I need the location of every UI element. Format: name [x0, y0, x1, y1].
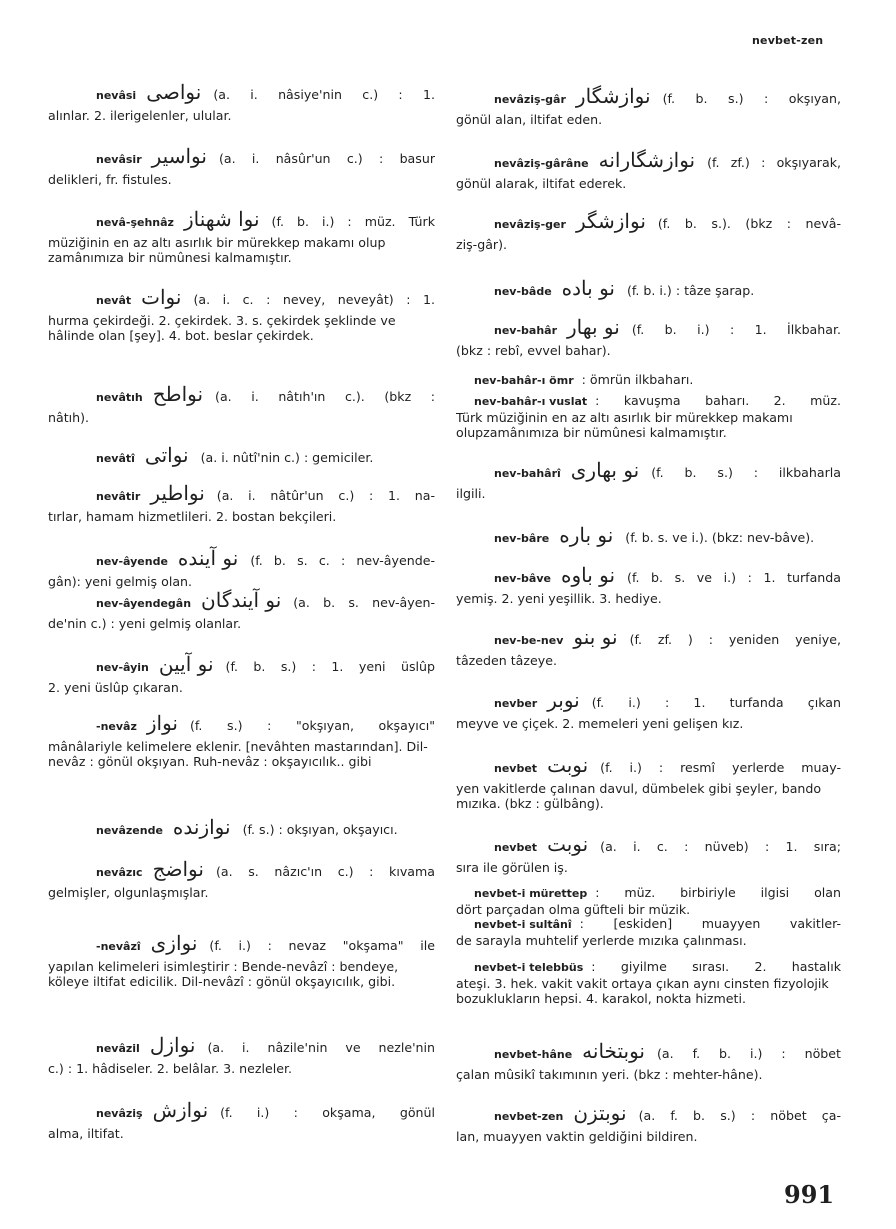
entry-headword: nevâtir: [96, 490, 141, 503]
entry-definition-continuation: ziş-gâr).: [456, 236, 508, 252]
dictionary-entry: [48, 285, 435, 344]
dictionary-entry: [48, 1033, 435, 1076]
entry-definition-continuation: nâtıh).: [48, 409, 90, 425]
entry-definition-continuation: ilgili.: [456, 485, 486, 501]
dictionary-entry: [48, 546, 435, 589]
entry-headword: nev-bâve: [494, 572, 551, 585]
entry-definition-continuation: yen vakitlerde çalınan davul, dümbelek gibi şeyler, bando mızıka. (bkz : gülbâng).: [456, 780, 822, 811]
dictionary-entry: [456, 753, 841, 812]
entry-definition-continuation: alma, iltifat.: [48, 1125, 124, 1141]
entry-definition-continuation: gönül alan, iltifat eden.: [456, 111, 603, 127]
entry-ottoman-script: نو بهارى: [570, 458, 640, 482]
entry-headword: nevâziş: [96, 1107, 143, 1120]
dictionary-entry: [456, 148, 841, 191]
entry-definition-start: (f. s.) : okşıyan, okşayıcı.: [242, 822, 398, 837]
entry-definition-start: (f. b. s. c. : nev-âyende-: [250, 553, 435, 568]
entry-headword: nevber: [494, 697, 538, 710]
entry-ottoman-script: نو باده: [561, 276, 615, 300]
entry-first-line: [48, 652, 435, 676]
entry-headword: nevbet: [494, 762, 538, 775]
entry-first-line: [48, 711, 435, 735]
dictionary-entry: [48, 588, 435, 631]
entry-ottoman-script: نواصى: [146, 80, 202, 104]
entry-definition-start: (f. b. s. ve i.). (bkz: nev-bâve).: [625, 530, 815, 545]
entry-definition-continuation: tırlar, hamam hizmetlileri. 2. bostan bekçileri.: [48, 508, 337, 524]
entry-definition-start: : kavuşma baharı. 2. müz.: [595, 393, 841, 408]
entry-ottoman-script: نوبتزن: [573, 1101, 627, 1125]
entry-definition-continuation: tâzeden tâzeye.: [456, 652, 557, 668]
entry-ottoman-script: نوازشگارانه: [598, 148, 696, 172]
entry-definition-continuation: müziğinin en az altı asırlık bir mürekkep makamı olup zamânımıza bir nümûnesi kalmamıştır.: [48, 234, 386, 265]
entry-headword: nevâsir: [96, 153, 142, 166]
entry-definition-start: (a. b. s. nev-âyen-: [293, 595, 435, 610]
entry-first-line: [48, 382, 435, 406]
entry-definition-continuation: çalan mûsikî takımının yeri. (bkz : mehter-hâne).: [456, 1066, 763, 1082]
entry-first-line: [456, 885, 841, 902]
entry-ottoman-script: نوبر: [547, 688, 580, 712]
entry-definition-start: (a. f. b. i.) : nöbet: [656, 1046, 841, 1061]
entry-first-line: [456, 148, 841, 172]
entry-ottoman-script: نواتى: [144, 443, 189, 467]
entry-ottoman-script: نو بنو: [573, 625, 618, 649]
entry-first-line: [456, 523, 841, 547]
running-head: nevbet-zen: [752, 34, 824, 47]
entry-definition-start: : ömrün ilkbaharı.: [581, 372, 694, 387]
entry-first-line: [456, 625, 841, 649]
entry-first-line: [48, 1033, 435, 1057]
entry-first-line: [456, 372, 841, 389]
dictionary-entry: [456, 84, 841, 127]
entry-headword: nevbet-i mürettep: [474, 887, 588, 900]
entry-definition-start: (f. b. s.) : ilkbaharla: [651, 465, 841, 480]
dictionary-entry: [48, 207, 435, 266]
entry-first-line: [48, 815, 435, 839]
entry-headword: nevâ-şehnâz: [96, 216, 174, 229]
entry-headword: nev-bahâr-ı ömr: [474, 374, 574, 387]
entry-definition-start: (a. i. c. : nüveb) : 1. sıra;: [600, 839, 841, 854]
entry-headword: -nevâz: [96, 720, 137, 733]
entry-definition-start: (f. b. i.) : 1. İlkbahar.: [631, 322, 841, 337]
entry-definition-start: : müz. birbiriyle ilgisi olan: [595, 885, 841, 900]
entry-ottoman-script: نواطح: [152, 382, 204, 406]
entry-definition-start: (f. s.) : "okşıyan, okşayıcı": [189, 718, 435, 733]
entry-first-line: [456, 209, 841, 233]
dictionary-entry: [48, 857, 435, 900]
dictionary-entry: [48, 652, 435, 695]
entry-first-line: [456, 458, 841, 482]
entry-headword: nev-âyende: [96, 555, 168, 568]
entry-headword: nevbet-hâne: [494, 1048, 573, 1061]
entry-first-line: [48, 588, 435, 612]
dictionary-entry: [456, 372, 841, 389]
entry-definition-continuation: c.) : 1. hâdiseler. 2. belâlar. 3. nezleler.: [48, 1060, 292, 1076]
entry-definition-start: (a. i. nâsûr'un c.) : basur: [218, 151, 435, 166]
entry-definition-continuation: yemiş. 2. yeni yeşillik. 3. hediye.: [456, 590, 662, 606]
entry-headword: nevâsi: [96, 89, 137, 102]
entry-first-line: [48, 931, 435, 955]
dictionary-entry: [456, 688, 841, 731]
dictionary-entry: [456, 458, 841, 501]
entry-definition-continuation: gân): yeni gelmiş olan.: [48, 573, 193, 589]
dictionary-entry: [456, 209, 841, 252]
entry-headword: nevâtî: [96, 452, 135, 465]
dictionary-entry: [48, 144, 435, 187]
entry-headword: nev-bahâr-ı vuslat: [474, 395, 588, 408]
entry-headword: nevbet-i sultânî: [474, 918, 572, 931]
dictionary-entry: [48, 931, 435, 990]
entry-ottoman-script: نوازل: [149, 1033, 196, 1057]
dictionary-entry: [48, 382, 435, 425]
entry-headword: nev-âyendegân: [96, 597, 192, 610]
dictionary-entry: [456, 625, 841, 668]
entry-definition-start: (f. b. s. ve i.) : 1. turfanda: [627, 570, 841, 585]
entry-definition-continuation: Türk müziğinin en az altı asırlık bir mürekkep makamı olupzamânımıza bir nümûnesi kalmamıştır.: [456, 409, 793, 440]
entry-first-line: [48, 285, 435, 309]
entry-definition-start: (f. i.) : 1. turfanda çıkan: [591, 695, 841, 710]
entry-definition-continuation: (bkz : rebî, evvel bahar).: [456, 342, 611, 358]
entry-first-line: [48, 546, 435, 570]
entry-ottoman-script: نو بهار: [567, 315, 620, 339]
entry-definition-start: (f. b. s.) : 1. yeni üslûp: [225, 659, 435, 674]
entry-first-line: [48, 144, 435, 168]
entry-ottoman-script: نواطير: [150, 481, 205, 505]
dictionary-entry: [456, 959, 841, 1007]
entry-headword: nev-bahâr: [494, 324, 558, 337]
entry-first-line: [48, 443, 435, 467]
entry-definition-continuation: lan, muayyen vaktin geldiğini bildiren.: [456, 1128, 698, 1144]
entry-first-line: [456, 959, 841, 976]
entry-headword: nev-be-nev: [494, 634, 564, 647]
dictionary-entry: [456, 1101, 841, 1144]
entry-definition-start: (a. f. b. s.) : nöbet ça-: [638, 1108, 841, 1123]
entry-definition-continuation: dört parçadan olma güfteli bir müzik.: [456, 901, 691, 917]
entry-definition-start: (a. i. nâtûr'un c.) : 1. na-: [216, 488, 435, 503]
entry-first-line: [456, 393, 841, 410]
entry-headword: nevâziş-gârâne: [494, 157, 589, 170]
entry-headword: nevbet-zen: [494, 1110, 564, 1123]
entry-ottoman-script: نو آيندگان: [201, 588, 282, 612]
entry-headword: -nevâzî: [96, 940, 141, 953]
entry-definition-start: (f. b. i.) : tâze şarap.: [626, 283, 755, 298]
entry-first-line: [456, 276, 841, 300]
entry-definition-continuation: de'nin c.) : yeni gelmiş olanlar.: [48, 615, 242, 631]
entry-definition-start: : giyilme sırası. 2. hastalık: [591, 959, 841, 974]
entry-first-line: [48, 207, 435, 231]
entry-definition-continuation: gönül alarak, iltifat ederek.: [456, 175, 627, 191]
entry-definition-continuation: delikleri, fr. fistules.: [48, 171, 172, 187]
dictionary-entry: [456, 832, 841, 875]
entry-ottoman-script: نواز: [146, 711, 178, 735]
dictionary-entry: [456, 885, 841, 917]
entry-ottoman-script: نو آينده: [177, 546, 239, 570]
entry-definition-start: (a. i. nûtî'nin c.) : gemiciler.: [200, 450, 374, 465]
entry-headword: nevât: [96, 294, 132, 307]
entry-ottoman-script: نوات: [141, 285, 182, 309]
entry-ottoman-script: نو آيين: [158, 652, 214, 676]
dictionary-entry: [456, 916, 841, 948]
dictionary-entry: [456, 276, 841, 300]
entry-headword: nevâzil: [96, 1042, 140, 1055]
entry-definition-continuation: 2. yeni üslûp çıkaran.: [48, 679, 183, 695]
entry-first-line: [48, 80, 435, 104]
entry-ottoman-script: نواسير: [151, 144, 207, 168]
entry-definition-continuation: alınlar. 2. ilerigelenler, ulular.: [48, 107, 232, 123]
entry-ottoman-script: نوازى: [150, 931, 198, 955]
entry-headword: nevâziş-ger: [494, 218, 566, 231]
entry-definition-continuation: mânâlariyle kelimelere eklenir. [nevâhten mastarından]. Dil-nevâz : gönül okşıyan. Ruh-nevâz : okşayıcılık.. gibi: [48, 738, 428, 769]
entry-definition-continuation: hurma çekirdeği. 2. çekirdek. 3. s. çekirdek şeklinde ve hâlinde olan [şey]. 4. bot. beslar çekirdek.: [48, 312, 396, 343]
entry-definition-start: (f. i.) : resmî yerlerde muay-: [600, 760, 841, 775]
entry-definition-continuation: ateşi. 3. hek. vakit vakit ortaya çıkan aynı cinsten fizyolojik bozuklukların hepsi. 4. karakol, nokta hizmeti.: [456, 975, 829, 1006]
entry-first-line: [48, 481, 435, 505]
entry-ottoman-script: نوبت: [547, 753, 589, 777]
entry-ottoman-script: نوازشگر: [575, 209, 646, 233]
entry-headword: nevbet: [494, 841, 538, 854]
dictionary-entry: [48, 711, 435, 770]
dictionary-entry: [48, 443, 435, 467]
entry-ottoman-script: نواضج: [152, 857, 204, 881]
entry-ottoman-script: نو باره: [559, 523, 614, 547]
entry-definition-continuation: sıra ile görülen iş.: [456, 859, 568, 875]
dictionary-entry: [456, 523, 841, 547]
entry-first-line: [456, 832, 841, 856]
entry-headword: nev-âyin: [96, 661, 149, 674]
dictionary-entry: [48, 80, 435, 123]
entry-headword: nev-bâre: [494, 532, 550, 545]
entry-first-line: [456, 84, 841, 108]
entry-headword: nev-bahârî: [494, 467, 561, 480]
entry-definition-start: (f. zf. ) : yeniden yeniye,: [629, 632, 841, 647]
entry-definition-continuation: de sarayla muhtelif yerlerde mızıka çalınması.: [456, 932, 747, 948]
dictionary-entry: [456, 563, 841, 606]
entry-definition-continuation: gelmişler, olgunlaşmışlar.: [48, 884, 209, 900]
dictionary-entry: [456, 1039, 841, 1082]
entry-ottoman-script: نوازشگار: [575, 84, 651, 108]
entry-ottoman-script: نوازش: [152, 1098, 209, 1122]
entry-definition-start: (a. s. nâzıc'ın c.) : kıvama: [215, 864, 435, 879]
entry-definition-start: (f. b. s.) : okşıyan,: [662, 91, 841, 106]
dictionary-entry: [456, 393, 841, 441]
entry-first-line: [456, 1101, 841, 1125]
dictionary-entry: [48, 1098, 435, 1141]
entry-definition-start: (f. b. s.). (bkz : nevâ-: [657, 216, 841, 231]
entry-definition-start: (a. i. c. : nevey, neveyât) : 1.: [193, 292, 435, 307]
entry-first-line: [48, 1098, 435, 1122]
entry-definition-start: (f. b. i.) : müz. Türk: [271, 214, 435, 229]
dictionary-entry: [48, 481, 435, 524]
entry-definition-start: (a. i. nâzile'nin ve nezle'nin: [207, 1040, 435, 1055]
entry-definition-continuation: yapılan kelimeleri isimleştirir : Bende-nevâzî : bendeye, köleye iltifat edicilik. Dil-nevâzî : gönül okşayıcılık, gibi.: [48, 958, 399, 989]
entry-definition-start: (a. i. nâsiye'nin c.) : 1.: [213, 87, 435, 102]
entry-definition-start: (f. i.) : nevaz "okşama" ile: [209, 938, 435, 953]
entry-headword: nevâzende: [96, 824, 163, 837]
entry-definition-start: (f. i.) : okşama, gönül: [220, 1105, 435, 1120]
entry-first-line: [456, 563, 841, 587]
entry-ottoman-script: نوبتخانه: [582, 1039, 645, 1063]
entry-ottoman-script: نوبت: [547, 832, 589, 856]
dictionary-entry: [456, 315, 841, 358]
entry-definition-continuation: meyve ve çiçek. 2. memeleri yeni gelişen kız.: [456, 715, 744, 731]
page-number: 991: [784, 1180, 835, 1209]
entry-headword: nevbet-i telebbüs: [474, 961, 584, 974]
entry-ottoman-script: نوا شهناز: [183, 207, 260, 231]
entry-ottoman-script: نوازنده: [172, 815, 231, 839]
entry-ottoman-script: نو باوه: [560, 563, 616, 587]
entry-headword: nevâzıc: [96, 866, 143, 879]
entry-headword: nevâtıh: [96, 391, 143, 404]
entry-first-line: [456, 315, 841, 339]
entry-headword: nev-bâde: [494, 285, 552, 298]
entry-first-line: [456, 1039, 841, 1063]
entry-first-line: [456, 916, 841, 933]
dictionary-entry: [48, 815, 435, 839]
entry-first-line: [456, 688, 841, 712]
entry-definition-start: (a. i. nâtıh'ın c.). (bkz :: [215, 389, 435, 404]
entry-definition-start: (f. zf.) : okşıyarak,: [707, 155, 841, 170]
entry-first-line: [48, 857, 435, 881]
entry-headword: nevâziş-gâr: [494, 93, 566, 106]
entry-first-line: [456, 753, 841, 777]
entry-definition-start: : [eskiden] muayyen vakitler-: [579, 916, 841, 931]
